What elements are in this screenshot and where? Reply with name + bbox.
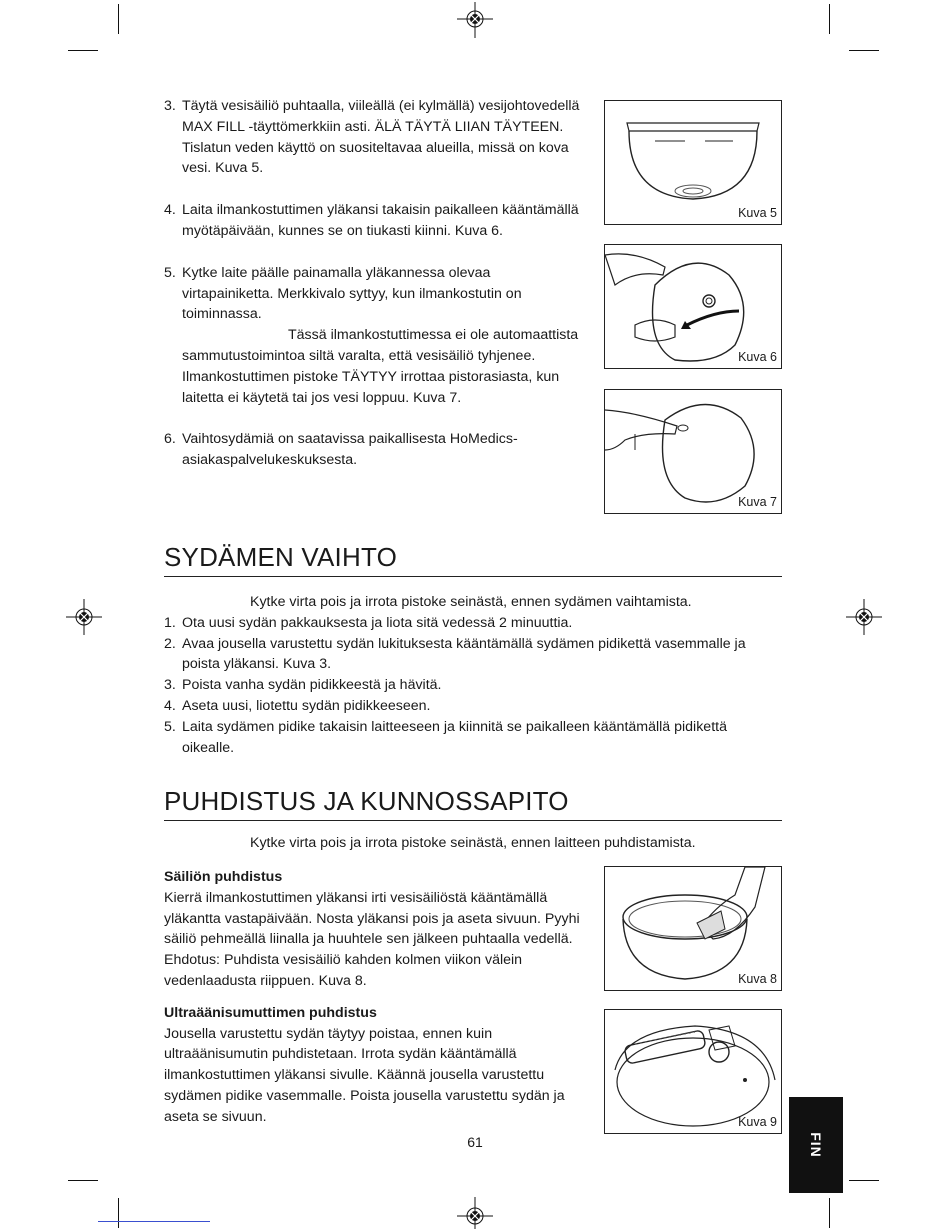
figure-9 (604, 1009, 782, 1134)
crop-mark (829, 1198, 830, 1228)
list-number: 4. (164, 202, 176, 219)
figure-caption: Kuva 7 (738, 495, 777, 509)
list-number: 6. (164, 431, 176, 448)
crop-mark (118, 4, 119, 34)
list-text: Aseta uusi, liotettu sydän pidikkeeseen. (182, 697, 431, 714)
list-text: Täytä vesisäiliö puhtaalla, viileällä (ei kylmällä) vesijohtovedellä MAX FILL -täyttömerkkiin asti. ÄLÄ TÄYTÄ LIIAN TÄYTEEN. Tislatun veden käyttö on suositeltavaa alueilla, missä on kova vesi. Kuva 5. (182, 98, 580, 177)
list-item (164, 717, 764, 759)
subheading-nebulizer-cleaning: Ultraäänisumuttimen puhdistus (164, 1004, 377, 1021)
crop-mark (68, 1180, 98, 1181)
figure-caption: Kuva 9 (738, 1115, 777, 1129)
figure-7 (604, 389, 782, 514)
list-item (164, 429, 584, 471)
list-text: Avaa jousella varustettu sydän lukituksesta kääntämällä sydämen pidikettä vasemmalle ja poista yläkansi. Kuva 3. (182, 635, 746, 673)
figure-8 (604, 866, 782, 991)
warning-text: Kytke virta pois ja irrota pistoke seinästä, ennen sydämen vaihtamista. (250, 594, 692, 610)
crop-mark (118, 1198, 119, 1228)
list-number: 4. (164, 697, 176, 714)
list-item (164, 613, 764, 634)
list-number: 3. (164, 677, 176, 694)
list-text: Poista vanha sydän pidikkeestä ja hävitä. (182, 677, 442, 694)
crop-mark (849, 1180, 879, 1181)
list-number: 5. (164, 264, 176, 281)
tank-cleaning-text: Kierrä ilmankostuttimen yläkansi irti vesisäiliöstä kääntämällä yläkantta vastapäivään. Nosta yläkansi pois ja aseta sivuun. Pyyhi säiliö pehmeällä liinalla ja huuhtele sen jälkeen puhtaalla vedellä. Ehdotus: Puhdista vesisäiliö kahden kolmen viikon välein vedenlaadusta riippuen. Kuva 8. (164, 889, 580, 989)
registration-mark-icon (64, 597, 104, 637)
list-text: Laita sydämen pidike takaisin laitteeseen ja kiinnitä se paikalleen kääntämällä pidikettä oikealle. (182, 718, 727, 756)
registration-mark-icon (844, 597, 884, 637)
list-item (164, 696, 764, 717)
page-number: 61 (467, 1134, 483, 1150)
list-text: Vaihtosydämiä on saatavissa paikallisesta HoMedics-asiakaspalvelukeskuksesta. (182, 431, 518, 469)
crop-mark (849, 50, 879, 51)
list-number: 2. (164, 635, 176, 652)
list-item (164, 96, 584, 179)
figure-caption: Kuva 8 (738, 972, 777, 986)
list-text: Laita ilmankostuttimen yläkansi takaisin paikalleen kääntämällä myötäpäivään, kunnes se on tiukasti kiinni. Kuva 6. (182, 202, 579, 239)
list-text: Kytke laite päälle painamalla yläkannessa olevaa virtapainiketta. Merkkivalo syttyy, kun ilmankostutin on toiminnassa. (182, 264, 522, 323)
list-item (164, 675, 764, 696)
list-item (164, 200, 584, 242)
list-item (164, 634, 764, 676)
step5-note (164, 325, 584, 408)
note-text: Tässä ilmankostuttimessa ei ole automaattista sammutustoimintoa siltä varalta, että vesisäiliö tyhjenee. Ilmankostuttimen pistoke TÄYTYY irrottaa pistorasiasta, kun laitetta ei käytetä tai jos vesi loppuu. Kuva 7. (182, 327, 579, 406)
figure-6 (604, 244, 782, 369)
language-tab-label: FIN (808, 1132, 824, 1158)
crop-mark (98, 1221, 210, 1222)
figure-5 (604, 100, 782, 225)
list-text: Ota uusi sydän pakkauksesta ja liota sitä vedessä 2 minuuttia. (182, 614, 573, 631)
section-heading-replacement: SYDÄMEN VAIHTO (164, 542, 782, 577)
figure-caption: Kuva 5 (738, 206, 777, 220)
figure-caption: Kuva 6 (738, 350, 777, 364)
registration-mark-icon (455, 0, 495, 40)
section2-warning (164, 833, 764, 854)
list-number: 5. (164, 718, 176, 735)
nebulizer-cleaning-text: Jousella varustettu sydän täytyy poistaa, ennen kuin ultraäänisumutin puhdistetaan. Irrota sydän kääntämällä ilmankostuttimen yläkansi sivulle. Käännä jousella varustettu sydämen pidike vasemmalle. Poista jousella varustettu sydän ja aseta se sivuun. (164, 1025, 565, 1125)
list-number: 1. (164, 614, 176, 631)
top-steps (164, 96, 584, 471)
subheading-tank-cleaning: Säiliön puhdistus (164, 869, 283, 885)
section1-body (164, 592, 764, 758)
registration-mark-icon (455, 1197, 495, 1229)
crop-mark (68, 50, 98, 51)
section2-body (164, 867, 594, 1128)
section-heading-cleaning: PUHDISTUS JA KUNNOSSAPITO (164, 786, 782, 821)
list-number: 3. (164, 98, 176, 114)
list-item (164, 263, 584, 325)
crop-mark (829, 4, 830, 34)
warning-text: Kytke virta pois ja irrota pistoke seinästä, ennen laitteen puhdistamista. (250, 835, 696, 851)
